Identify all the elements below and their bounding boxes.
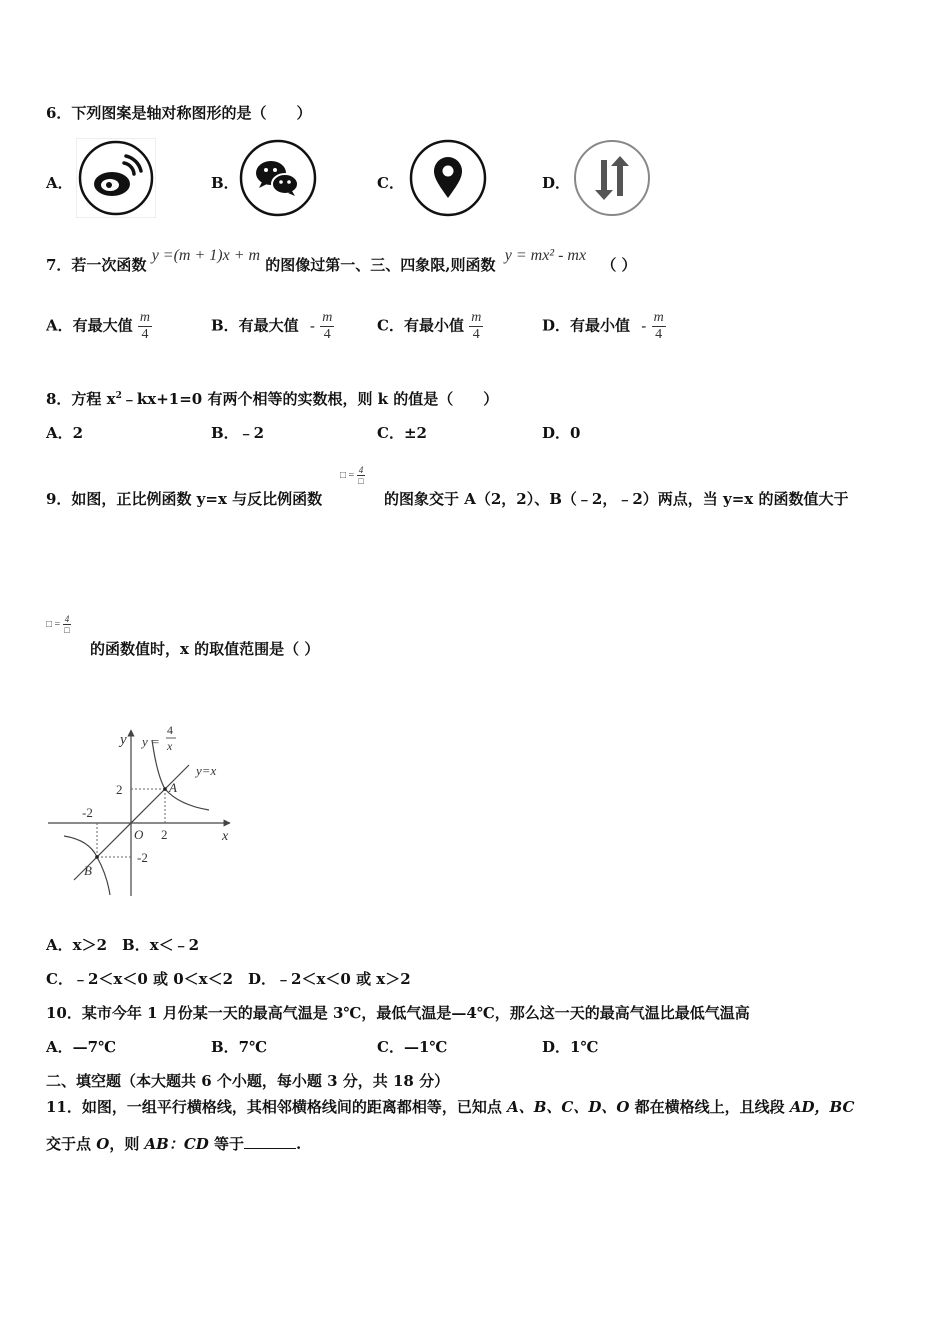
hyperbola-label-den: x <box>167 739 173 753</box>
q11-line2-b: ，则 <box>109 1135 145 1153</box>
q11-line1-a: 11．如图，一组平行横格线，其相邻横格线间的距离都相等，已知点 <box>46 1098 508 1116</box>
q11-line2 <box>46 1133 301 1154</box>
q8-option-c: C．±2 <box>377 424 427 442</box>
tick-x-2: 2 <box>161 827 168 842</box>
q8-option-b: B．﹣2 <box>211 424 265 442</box>
q9-graph <box>44 720 244 900</box>
q9-frac-label: □ = <box>340 469 355 481</box>
q10-option-c: C．—1℃ <box>377 1038 448 1056</box>
q11-line1-b: 都在横格线上，且线段 <box>629 1098 790 1116</box>
q8-option-d: D．0 <box>542 424 581 442</box>
weibo-icon <box>76 138 156 218</box>
q11-point-o: O <box>96 1135 110 1153</box>
q9-frac-2: $\frac{4}{□}$ <box>64 614 70 635</box>
hyperbola-label-num: 4 <box>167 723 173 737</box>
location-pin-icon <box>408 138 488 218</box>
q7-option-a-frac: $\frac{m}{4}$ <box>139 310 150 342</box>
origin-label: O <box>134 827 144 842</box>
q7-stem <box>46 247 637 275</box>
q11-segments: AD，BC <box>789 1098 855 1116</box>
tick-y-neg2: -2 <box>137 850 148 865</box>
hyperbola-label: y = <box>142 734 160 749</box>
q7-option-c <box>377 310 483 343</box>
q9-options-row2: C．﹣2＜x＜0 或 0＜x＜2 D．﹣2＜x＜0 或 x＞2 <box>46 970 411 988</box>
q7-option-a-label: A．有最大值 <box>46 316 133 335</box>
tick-y-2: 2 <box>116 782 123 797</box>
q9-options-row1: A．x＞2 B．x＜﹣2 <box>46 936 200 954</box>
q7-option-a <box>46 310 152 343</box>
q10-option-b: B．7℃ <box>211 1038 268 1056</box>
q7-suffix: （ ） <box>601 256 637 274</box>
q10-stem: 10．某市今年 1 月份某一天的最高气温是 3℃，最低气温是—4℃，那么这一天的最高气温比最低气温高 <box>46 1004 750 1022</box>
q11-line1 <box>46 1096 854 1117</box>
q7-middle: 的图像过第一、三、四象限,则函数 <box>265 256 496 274</box>
q11-points: A、B、C、D、O <box>507 1098 630 1116</box>
q7-option-c-frac: $\frac{m}{4}$ <box>471 310 482 342</box>
q8-stem-b: ﹣kx+1=0 有两个相等的实数根，则 k 的值是（ ） <box>121 390 499 408</box>
q9-inline-frac-2 <box>46 614 71 635</box>
point-b-label: B <box>84 863 92 878</box>
point-b-dot <box>95 855 99 859</box>
q7-option-b-frac: $\frac{m}{4}$ <box>322 310 333 342</box>
line-label: y=x <box>196 763 217 778</box>
q7-prefix: 7．若一次函数 <box>46 256 147 274</box>
q9-inline-frac-1 <box>340 465 365 486</box>
q9-graph-svg <box>44 720 244 900</box>
q7-option-b <box>211 310 334 343</box>
q7-option-d-label: D．有最小值 <box>542 316 631 335</box>
section-2-title: 二、填空题（本大题共 6 个小题，每小题 3 分，共 18 分） <box>46 1072 450 1090</box>
tick-x-neg2: -2 <box>82 805 93 820</box>
q7-func1: y =(m + 1)x + m <box>151 247 261 264</box>
q11-line2-c: 等于 <box>208 1135 245 1153</box>
q7-func2: y = mx² - mx <box>504 247 587 264</box>
q7-option-d-sign: - <box>641 316 647 335</box>
q8-option-a: A．2 <box>46 424 84 442</box>
q10-option-a: A．—7℃ <box>46 1038 117 1056</box>
q6-option-c-label: C． <box>377 174 404 192</box>
q7-option-b-label: B．有最大值 <box>211 316 299 335</box>
q7-option-d <box>542 310 666 343</box>
q6-option-b-label: B． <box>211 174 239 192</box>
q11-line2-end: . <box>296 1135 302 1153</box>
q8-stem-a: 8．方程 x <box>46 390 116 408</box>
q11-ratio: AB：CD <box>144 1135 209 1153</box>
q9-frac-label-2: □ = <box>46 618 61 630</box>
q11-line2-a: 交于点 <box>46 1135 97 1153</box>
q8-exponent: 2 <box>115 391 122 401</box>
q6-stem: 6．下列图案是轴对称图形的是（ ） <box>46 104 312 122</box>
q9-stem-a: 9．如图，正比例函数 y=x 与反比例函数 <box>46 490 323 508</box>
wechat-icon <box>238 138 318 218</box>
q7-option-b-sign: - <box>309 316 315 335</box>
q9-frac-1: $\frac{4}{□}$ <box>358 465 364 486</box>
q10-option-d: D．1℃ <box>542 1038 599 1056</box>
q8-stem <box>46 388 498 409</box>
point-a-dot <box>163 787 167 791</box>
q11-answer-blank[interactable] <box>244 1148 296 1149</box>
q6-option-a-label: A． <box>46 174 73 192</box>
up-down-arrows-icon <box>572 138 652 218</box>
q7-option-c-label: C．有最小值 <box>377 316 464 335</box>
q9-stem-b: 的图象交于 A（2，2）、B（﹣2，﹣2）两点，当 y=x 的函数值大于 <box>384 490 849 508</box>
q9-stem-c: 的函数值时，x 的取值范围是（ ） <box>90 640 320 658</box>
point-a-label: A <box>169 780 177 795</box>
q7-option-d-frac: $\frac{m}{4}$ <box>653 310 664 342</box>
y-axis-label: y <box>120 732 127 748</box>
q6-option-d-label: D． <box>542 174 571 192</box>
x-axis-label: x <box>222 829 229 844</box>
